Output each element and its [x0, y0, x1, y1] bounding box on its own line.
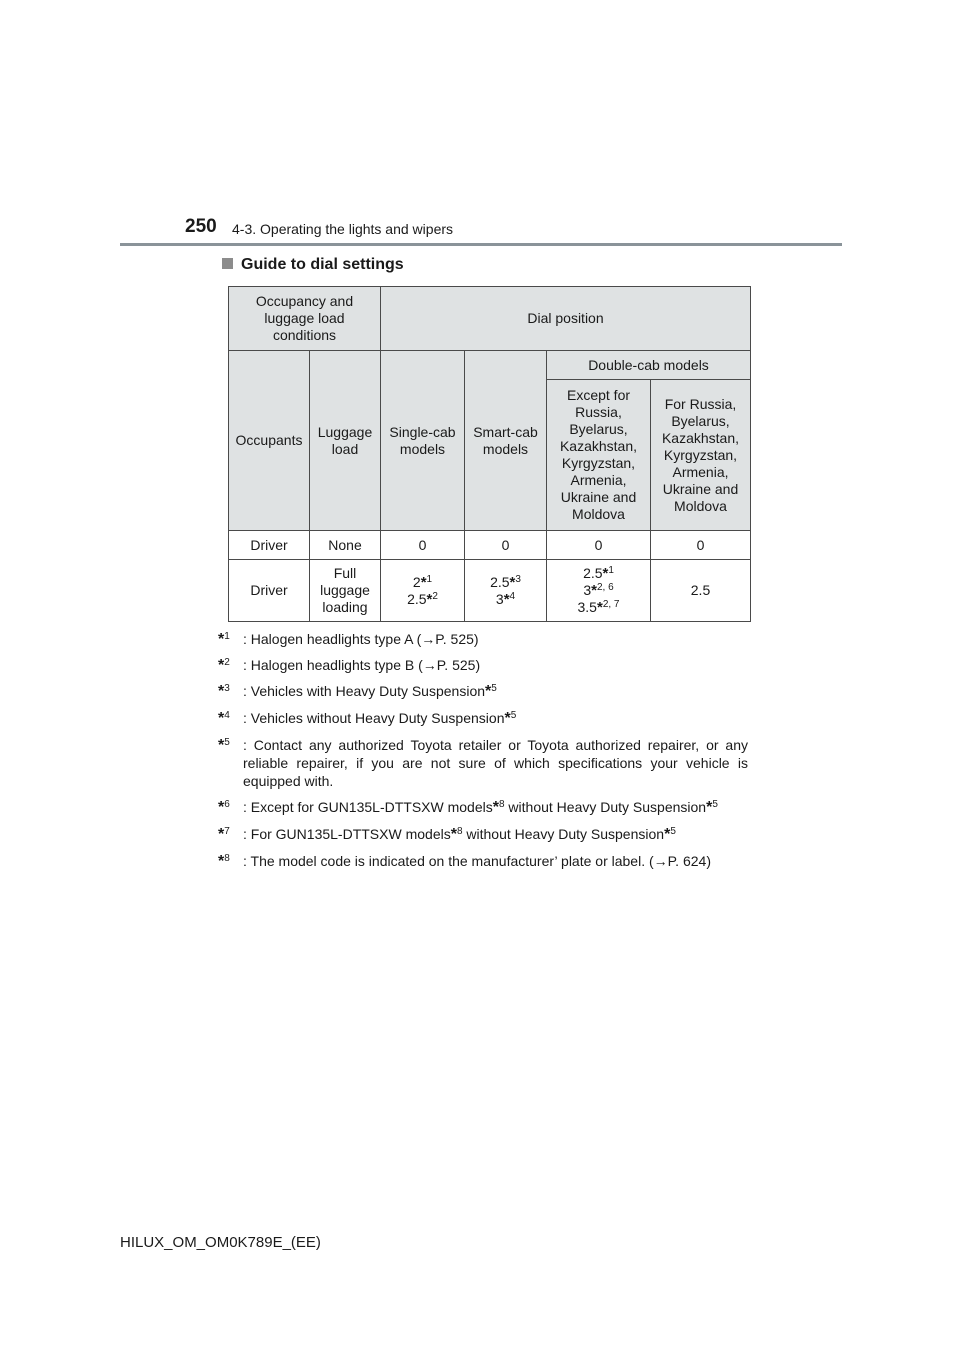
page-header [0, 0, 960, 250]
cell-double-for: 0 [651, 531, 751, 560]
header-luggage-load: Luggage load [310, 351, 381, 531]
cell-smart-cab: 0 [465, 531, 547, 560]
cell-occupants: Driver [229, 560, 310, 622]
cell-double-except: 0 [547, 531, 651, 560]
dial-settings-table [228, 286, 751, 622]
footnote-2: *$^2$ : Halogen headlights type B (→P. 525) [218, 657, 481, 674]
section-heading-text: Guide to dial settings [241, 256, 404, 273]
dial-value: 3*$^4$ [495, 590, 516, 608]
square-bullet-icon [222, 258, 233, 269]
footnotes [218, 630, 748, 878]
cell-luggage: None [310, 531, 381, 560]
cell-double-except [547, 560, 651, 622]
footnote-6: *$^6$ : Except for GUN135L-DTTSXW models*$^8$ without Heavy Duty Suspension*$^5$ [218, 799, 718, 816]
cell-occupants: Driver [229, 531, 310, 560]
cell-single-cab [381, 560, 465, 622]
header-smart-cab: Smart-cab models [465, 351, 547, 531]
footnote-7: *$^7$ : For GUN135L-DTTSXW models*$^8$ without Heavy Duty Suspension*$^5$ [218, 826, 676, 843]
table-row [229, 531, 751, 560]
section-title: 4-3. Operating the lights and wipers [232, 221, 454, 237]
section-heading [222, 256, 404, 274]
cell-single-cab: 0 [381, 531, 465, 560]
dial-value: 3*$^{2, 6}$ [583, 582, 614, 599]
header-double-cab-except: Except for Russia, Byelarus, Kazakhstan, Kyrgyzstan, Armenia, Ukraine and Moldova [547, 380, 651, 531]
page-number: 250 [185, 216, 217, 237]
dial-value: 3.5*$^{2, 7}$ [577, 599, 620, 616]
dial-value: 2.5*$^2$ [407, 590, 438, 608]
header-divider [120, 243, 842, 246]
footnote-5: *$^5$ : Contact any authorized Toyota retailer or Toyota authorized repairer, or any reliable repairer, if you are not sure of which specifications your vehicle is equipped with. [218, 737, 748, 789]
table-row [229, 560, 751, 622]
footnote-1: *$^1$ : Halogen headlights type A (→P. 525) [218, 631, 479, 648]
cell-luggage: Full luggage loading [310, 560, 381, 622]
footnote-8: *$^8$ : The model code is indicated on the manufacturer’ plate or label. (→P. 624) [218, 853, 711, 870]
cell-double-for: 2.5 [651, 560, 751, 622]
footnote-3: *$^3$ : Vehicles with Heavy Duty Suspension*$^5$ [218, 683, 497, 700]
footer-model-code: HILUX_OM_OM0K789E_(EE) [120, 1234, 321, 1251]
header-occupants: Occupants [229, 351, 310, 531]
header-single-cab: Single-cab models [381, 351, 465, 531]
header-double-cab: Double-cab models [547, 351, 751, 380]
header-dial-position: Dial position [381, 287, 751, 351]
cell-smart-cab [465, 560, 547, 622]
header-conditions: Occupancy and luggage load conditions [229, 287, 381, 351]
dial-value: 2.5*$^1$ [583, 565, 614, 582]
dial-value: 2*$^1$ [412, 573, 433, 591]
footnote-4: *$^4$ : Vehicles without Heavy Duty Suspension*$^5$ [218, 710, 517, 727]
header-double-cab-for: For Russia, Byelarus, Kazakhstan, Kyrgyzstan, Armenia, Ukraine and Moldova [651, 380, 751, 531]
dial-value: 2.5*$^3$ [490, 573, 521, 591]
